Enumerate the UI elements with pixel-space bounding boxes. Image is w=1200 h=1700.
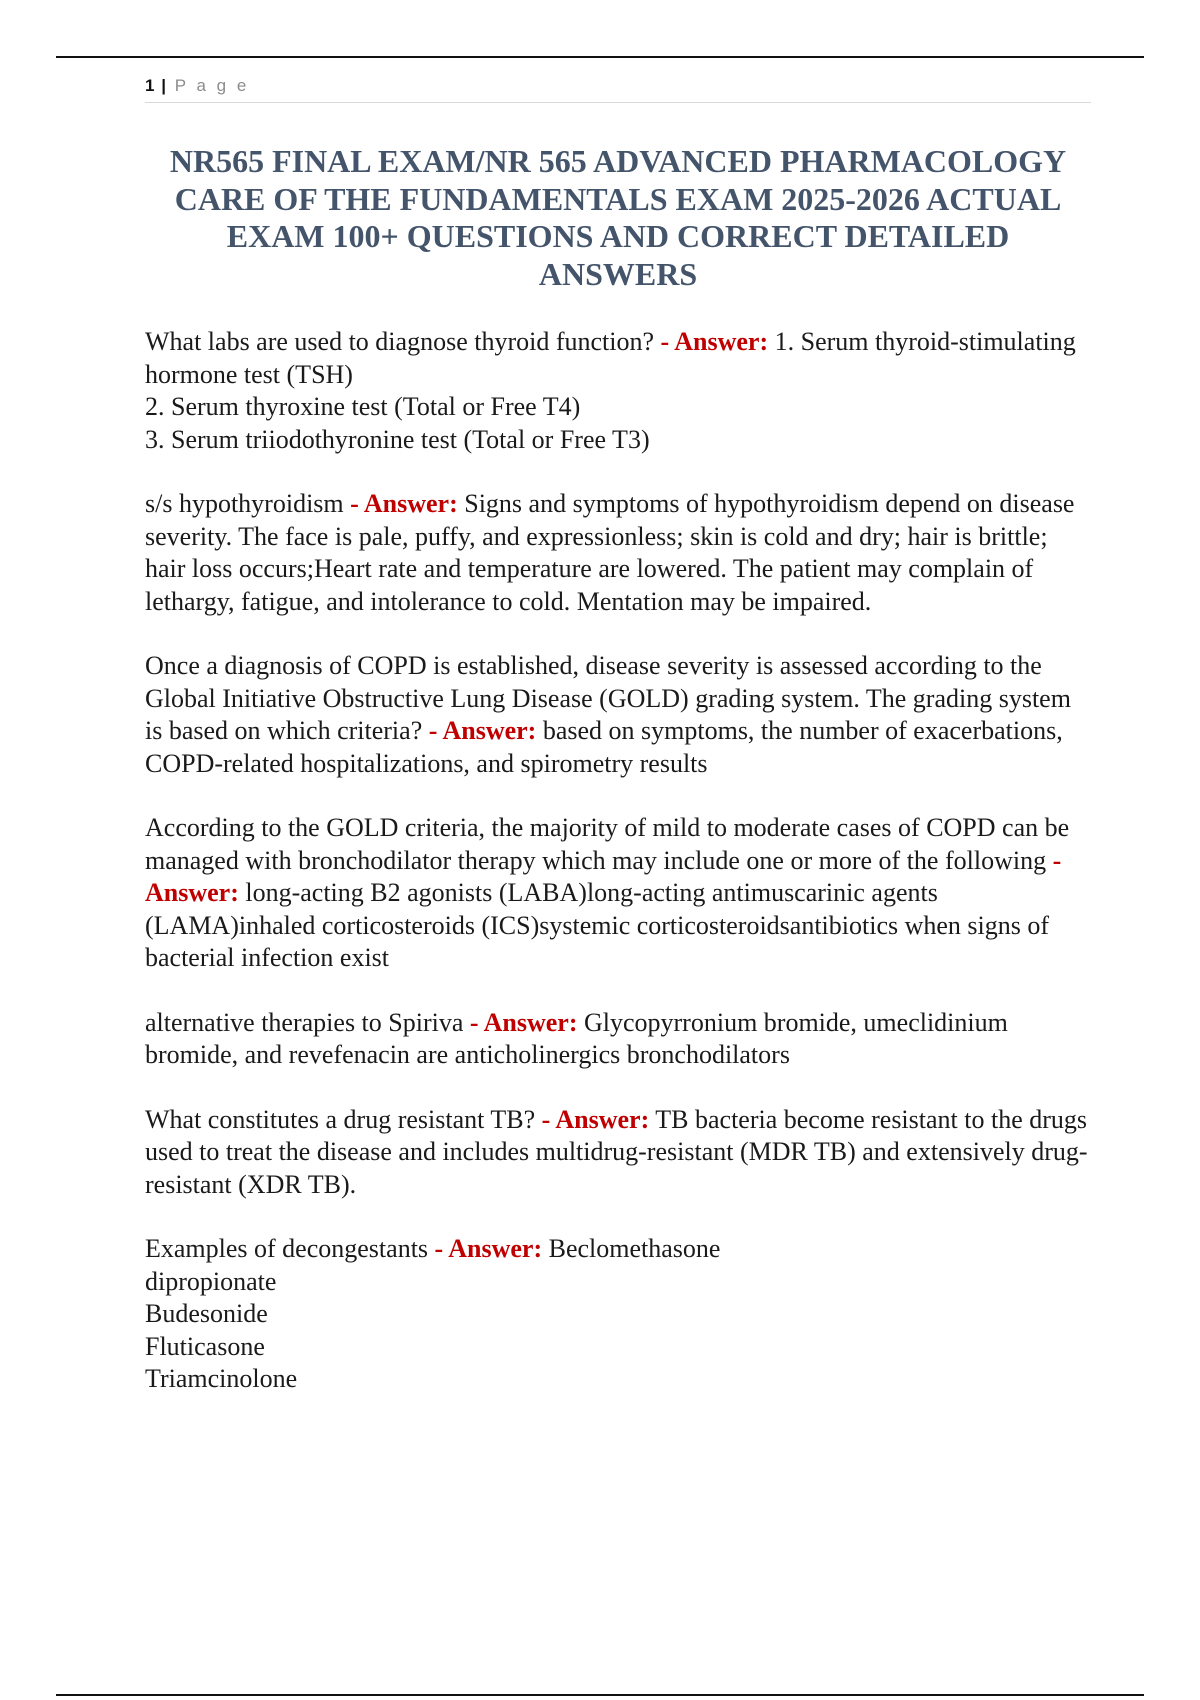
answer-line: dipropionate: [145, 1266, 277, 1296]
qa-first-line: [145, 812, 1091, 975]
page-header: [145, 74, 1091, 103]
question-text: s/s hypothyroidism: [145, 489, 344, 518]
qa-item: [145, 326, 1091, 456]
qa-first-line: [145, 1104, 1091, 1202]
answer-label: - Answer:: [434, 1234, 543, 1263]
qa-item: [145, 1007, 1091, 1072]
question-text: What constitutes a drug resistant TB?: [145, 1104, 536, 1134]
answer-label: - Answer:: [145, 845, 1062, 907]
answer-label: - Answer:: [660, 327, 769, 356]
qa-first-line: [145, 1233, 1091, 1266]
qa-item: [145, 1233, 1091, 1396]
qa-item: [145, 812, 1091, 975]
qa-first-line: [145, 650, 1091, 780]
question-text: According to the GOLD criteria, the majority of mild to moderate cases of COPD can be managed with bronchodilator therapy which may include one or more of the following: [145, 813, 1070, 875]
page-number: 1: [145, 76, 155, 95]
answer-text: Signs and symptoms of hypothyroidism depend on disease severity. The face is pale, puffy, and expressionless; skin is cold and dry; hair is brittle; hair loss occurs;Heart rate and temperature are lowered. The patient may complain of lethargy, fatigue, and intolerance to cold. Mentation may be impaired.: [145, 489, 1075, 616]
answer-label: - Answer:: [469, 1007, 578, 1037]
question-text: Once a diagnosis of COPD is established, disease severity is assessed according to the Global Initiative Obstructive Lung Disease (GOLD) grading system. The grading system is based on which criteria?: [145, 651, 1071, 745]
top-border-rule: [56, 56, 1144, 58]
bottom-border-rule: [56, 1694, 1144, 1696]
qa-first-line: [145, 488, 1091, 618]
qa-first-line: [145, 1007, 1091, 1072]
answer-text: Glycopyrronium bromide, umeclidinium bromide, and revefenacin are anticholinergics bronchodilators: [145, 1007, 1008, 1069]
qa-content: [145, 326, 1091, 1428]
qa-item: [145, 1104, 1091, 1202]
answer-text: 1. Serum thyroid-stimulating hormone test (TSH): [145, 327, 1076, 389]
answer-line: 3. Serum triiodothyronine test (Total or Free T3): [145, 424, 650, 454]
answer-line: Triamcinolone: [145, 1364, 298, 1393]
question-text: Examples of decongestants: [145, 1234, 429, 1263]
answer-text: Beclomethasone: [548, 1234, 721, 1263]
answer-text: based on symptoms, the number of exacerbations, COPD-related hospitalizations, and spirometry results: [145, 716, 1063, 778]
page-label: P a g e: [174, 76, 250, 95]
qa-item: [145, 488, 1091, 618]
qa-first-line: [145, 326, 1091, 391]
question-text: alternative therapies to Spiriva: [145, 1007, 464, 1037]
document-title: NR565 FINAL EXAM/NR 565 ADVANCED PHARMACOLOGY CARE OF THE FUNDAMENTALS EXAM 2025-2026 ACTUAL EXAM 100+ QUESTIONS AND CORRECT DETAILED ANSWERS: [169, 143, 1067, 292]
qa-item: [145, 650, 1091, 780]
answer-line: Fluticasone: [145, 1331, 265, 1361]
answer-text: long-acting B2 agonists (LABA)long-acting antimuscarinic agents (LAMA)inhaled corticosteroids (ICS)systemic corticosteroidsantibiotics when signs of bacterial infection exist: [145, 878, 1050, 972]
answer-line: Budesonide: [145, 1299, 268, 1328]
answer-label: - Answer:: [541, 1104, 650, 1134]
answer-line: 2. Serum thyroxine test (Total or Free T4): [145, 392, 581, 421]
answer-label: - Answer:: [350, 489, 458, 518]
page-separator: |: [161, 76, 166, 95]
answer-text: TB bacteria become resistant to the drugs used to treat the disease and includes multidrug-resistant (MDR TB) and extensively drug-resistant (XDR TB).: [145, 1104, 1088, 1199]
question-text: What labs are used to diagnose thyroid function?: [145, 327, 655, 356]
answer-label: - Answer:: [428, 716, 537, 745]
